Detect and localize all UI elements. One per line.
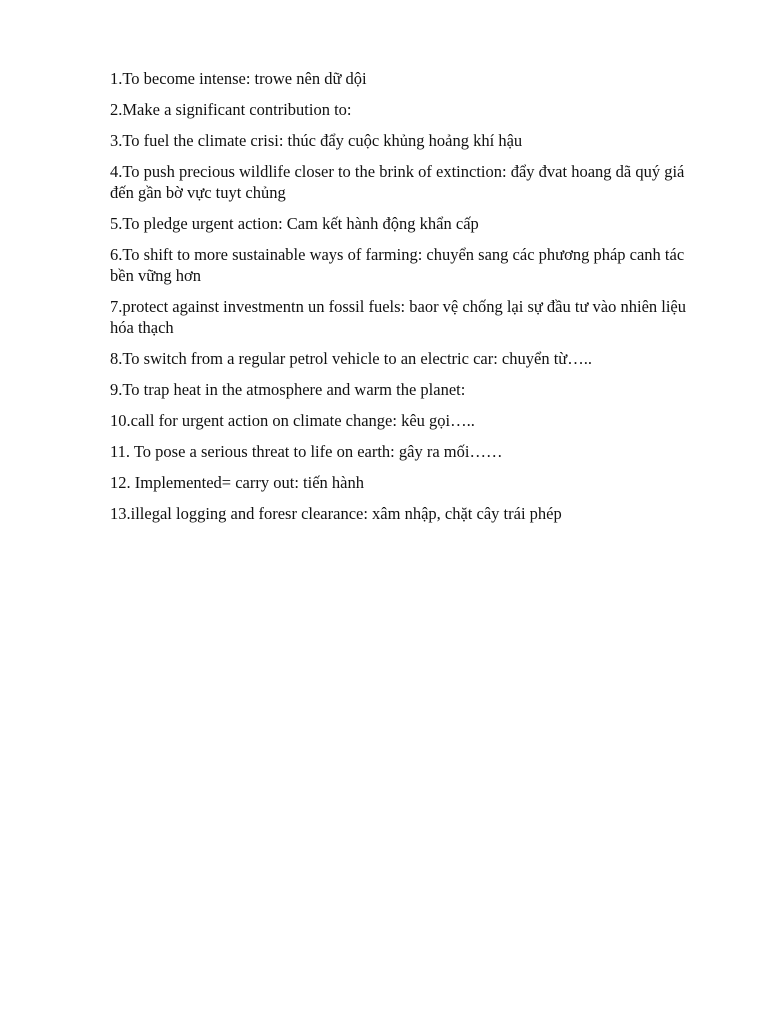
list-item: 8.To switch from a regular petrol vehicle to an electric car: chuyển từ….. bbox=[110, 349, 592, 368]
list-item: 2.Make a significant contribution to: bbox=[110, 100, 352, 119]
list-item: 6.To shift to more sustainable ways of farming: chuyển sang các phương pháp canh tác bền vững hơn bbox=[110, 245, 685, 285]
list-item: 1.To become intense: trowe nên dữ dội bbox=[110, 69, 367, 88]
list-item: 5.To pledge urgent action: Cam kết hành động khẩn cấp bbox=[110, 214, 479, 233]
list-item: 12. Implemented= carry out: tiến hành bbox=[110, 473, 364, 492]
list-item: 7.protect against investmentn un fossil fuels: baor vệ chống lại sự đầu tư vào nhiên liệu hóa thạch bbox=[110, 297, 687, 337]
list-item: 10.call for urgent action on climate change: kêu gọi….. bbox=[110, 411, 475, 430]
list-item: 3.To fuel the climate crisi: thúc đẩy cuộc khủng hoảng khí hậu bbox=[110, 131, 523, 150]
list-item: 4.To push precious wildlife closer to the brink of extinction: đẩy đvat hoang dã quý giá đến gần bờ vực tuyt chủng bbox=[110, 162, 685, 202]
list-item: 11. To pose a serious threat to life on earth: gây ra mối…… bbox=[110, 442, 503, 461]
list-item: 9.To trap heat in the atmosphere and warm the planet: bbox=[110, 380, 466, 399]
list-item: 13.illegal logging and foresr clearance: xâm nhập, chặt cây trái phép bbox=[110, 504, 562, 523]
document-page bbox=[110, 68, 690, 534]
